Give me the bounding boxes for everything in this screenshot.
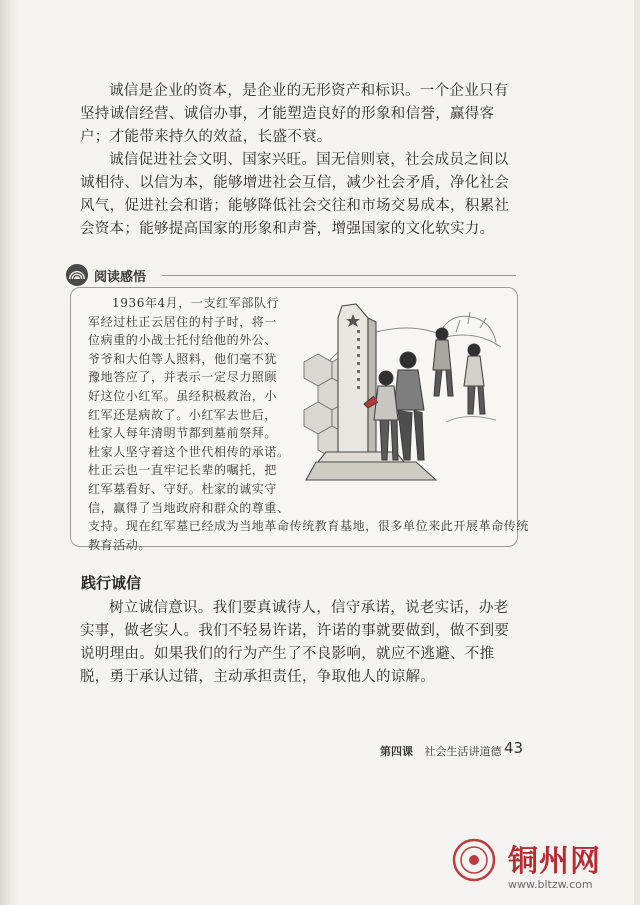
story-line: 杜正云也一直牢记长辈的嘱托，把 xyxy=(88,463,278,478)
sunrise-icon xyxy=(66,264,88,286)
page-binding-edge xyxy=(0,0,18,905)
story-line: 信，赢得了当地政府和群众的尊重、 xyxy=(88,500,290,515)
story-line: 红军墓看好、守好。杜家的诚实守 xyxy=(88,481,278,496)
site-url[interactable]: www.bltzw.com xyxy=(508,878,593,891)
story-line: 豫地答应了，并表示一定尽力照顾 xyxy=(88,370,278,385)
site-logo-icon xyxy=(452,838,496,882)
story-line: 杜家人坚守着这个世代相传的承诺。 xyxy=(88,444,290,459)
paragraph-enterprise-integrity: 诚信是企业的资本，是企业的无形资产和标识。一个企业只有坚持诚信经营、诚信办事，才能塑造良好的形象和信誉，赢得客户；才能带来持久的效益，长盛不衰。 xyxy=(80,83,509,145)
story-line: 教育活动。 xyxy=(88,537,152,552)
reading-header xyxy=(66,264,516,288)
story-line: 红军还是病故了。小红军去世后， xyxy=(88,407,278,422)
section-heading: 践行诚信 xyxy=(81,574,142,592)
paragraph-practice-integrity: 树立诚信意识。我们要真诚待人，信守承诺，说老实话，办老实事，做老实人。我们不轻易许诺，许诺的事就要做到，做不到要说明理由。如果我们的行为产生了不良影响，就应不逃避、不推脱，勇于承认过错，主动承担责任，争取他人的谅解。 xyxy=(80,600,510,685)
paragraph-social-integrity: 诚信促进社会文明、国家兴旺。国无信则衰，社会成员之间以诚相待、以信为本，能够增进社会互信，减少社会矛盾，净化社会风气，促进社会和谐；能够降低社会交往和市场交易成本，积累社会资本；能够提高国家的形象和声誉，增强国家的文化软实力。 xyxy=(80,152,510,237)
page-footer xyxy=(380,743,502,759)
story-line: 位病重的小战士托付给他的外公、 xyxy=(88,333,278,348)
reading-story xyxy=(88,294,530,554)
story-line: 好这位小红军。虽经积极救治，小 xyxy=(88,388,278,403)
site-name: 铜州网 xyxy=(508,844,601,879)
page-right-edge xyxy=(634,0,640,905)
page-number: 43 xyxy=(504,739,524,757)
reading-title: 阅读感悟 xyxy=(94,270,147,285)
story-line: 军经过杜正云居住的村子时，将一 xyxy=(88,314,278,329)
site-watermark xyxy=(452,832,634,902)
lesson-title: 社会生活讲道德 xyxy=(424,745,502,758)
story-line: 支持。现在红军墓已经成为当地革命传统教育基地，很多单位来此开展革命传统 xyxy=(88,519,530,534)
reading-header-rule xyxy=(162,275,516,276)
story-line: 1936年4月，一支红军部队行 xyxy=(112,296,280,310)
lesson-number: 第四课 xyxy=(380,745,413,758)
story-line: 爷爷和大伯等人照料，他们毫不犹 xyxy=(88,351,278,366)
story-line: 杜家人每年清明节都到墓前祭拜。 xyxy=(88,426,278,441)
